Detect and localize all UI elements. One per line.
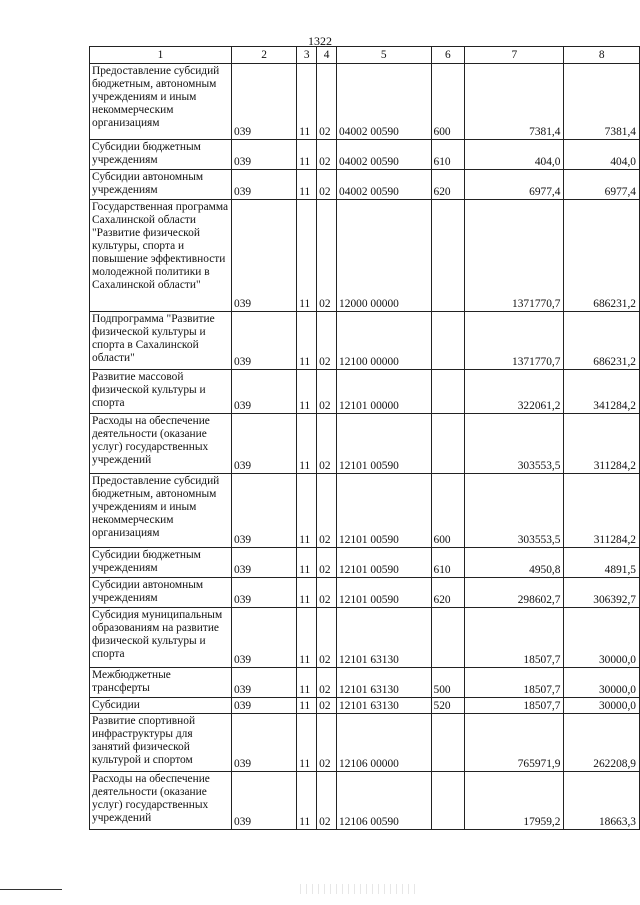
row-article-code: 12101 00590 — [337, 578, 431, 608]
row-section-code: 11 — [297, 370, 317, 414]
row-description: Развитие спортивной инфраструктуры для занятий физической культурой и спортом — [90, 714, 232, 772]
footer-rule — [0, 889, 62, 890]
page-number: 1322 — [308, 34, 332, 48]
column-header: 4 — [317, 47, 337, 64]
row-amount-year-2: 404,0 — [564, 140, 640, 170]
row-subsection-code: 02 — [317, 370, 337, 414]
row-expense-type — [431, 414, 465, 474]
row-amount-year-2: 686231,2 — [564, 312, 640, 370]
row-section-code: 11 — [297, 578, 317, 608]
row-amount-year-1: 303553,5 — [465, 414, 564, 474]
row-article-code: 12000 00000 — [337, 200, 431, 312]
row-article-code: 12101 63130 — [337, 668, 431, 698]
row-amount-year-2: 18663,3 — [564, 772, 640, 830]
table-row — [90, 200, 640, 312]
row-section-code: 11 — [297, 140, 317, 170]
row-section-code: 11 — [297, 170, 317, 200]
column-header: 7 — [465, 47, 564, 64]
row-amount-year-1: 18507,7 — [465, 668, 564, 698]
row-section-code: 11 — [297, 312, 317, 370]
row-expense-type — [431, 200, 465, 312]
row-amount-year-2: 7381,4 — [564, 64, 640, 140]
row-description: Субсидия муниципальным образованиям на развитие физической культуры и спорта — [90, 608, 232, 668]
row-section-code: 11 — [297, 668, 317, 698]
row-article-code: 12101 00590 — [337, 414, 431, 474]
row-expense-type — [431, 370, 465, 414]
table-row — [90, 370, 640, 414]
budget-table — [89, 46, 640, 830]
row-amount-year-1: 322061,2 — [465, 370, 564, 414]
row-expense-type — [431, 312, 465, 370]
column-header: 1 — [90, 47, 232, 64]
row-expense-type: 520 — [431, 698, 465, 714]
row-description: Межбюджетные трансферты — [90, 668, 232, 698]
row-subsection-code: 02 — [317, 474, 337, 548]
row-section-code: 11 — [297, 772, 317, 830]
row-subsection-code: 02 — [317, 200, 337, 312]
row-description: Расходы на обеспечение деятельности (оказание услуг) государственных учреждений — [90, 414, 232, 474]
row-admin-code: 039 — [232, 414, 297, 474]
row-admin-code: 039 — [232, 608, 297, 668]
row-article-code: 12106 00000 — [337, 714, 431, 772]
row-amount-year-2: 6977,4 — [564, 170, 640, 200]
row-admin-code: 039 — [232, 200, 297, 312]
row-expense-type: 600 — [431, 474, 465, 548]
column-header: 8 — [564, 47, 640, 64]
row-amount-year-2: 4891,5 — [564, 548, 640, 578]
table-header-row — [90, 47, 640, 64]
row-amount-year-2: 686231,2 — [564, 200, 640, 312]
table-row — [90, 714, 640, 772]
row-description: Предоставление субсидий бюджетным, автономным учреждениям и иным некоммерческим организациям — [90, 474, 232, 548]
row-subsection-code: 02 — [317, 414, 337, 474]
row-description: Субсидии автономным учреждениям — [90, 170, 232, 200]
row-amount-year-2: 311284,2 — [564, 474, 640, 548]
row-expense-type — [431, 714, 465, 772]
row-amount-year-1: 17959,2 — [465, 772, 564, 830]
row-article-code: 12100 00000 — [337, 312, 431, 370]
row-article-code: 12101 00000 — [337, 370, 431, 414]
row-admin-code: 039 — [232, 140, 297, 170]
row-amount-year-1: 404,0 — [465, 140, 564, 170]
row-admin-code: 039 — [232, 370, 297, 414]
row-amount-year-2: 30000,0 — [564, 608, 640, 668]
row-subsection-code: 02 — [317, 578, 337, 608]
table-row — [90, 474, 640, 548]
row-subsection-code: 02 — [317, 772, 337, 830]
row-section-code: 11 — [297, 548, 317, 578]
table-body — [90, 47, 640, 830]
row-amount-year-1: 7381,4 — [465, 64, 564, 140]
row-amount-year-2: 341284,2 — [564, 370, 640, 414]
row-subsection-code: 02 — [317, 170, 337, 200]
row-description: Субсидии бюджетным учреждениям — [90, 140, 232, 170]
row-amount-year-1: 4950,8 — [465, 548, 564, 578]
column-header: 3 — [297, 47, 317, 64]
row-amount-year-1: 765971,9 — [465, 714, 564, 772]
column-header: 2 — [232, 47, 297, 64]
row-expense-type: 500 — [431, 668, 465, 698]
row-admin-code: 039 — [232, 548, 297, 578]
row-article-code: 12101 63130 — [337, 608, 431, 668]
row-description: Субсидии бюджетным учреждениям — [90, 548, 232, 578]
row-admin-code: 039 — [232, 714, 297, 772]
table-row — [90, 64, 640, 140]
table-row — [90, 548, 640, 578]
row-expense-type: 610 — [431, 140, 465, 170]
table-row — [90, 608, 640, 668]
row-expense-type: 620 — [431, 578, 465, 608]
row-description: Государственная программа Сахалинской области "Развитие физической культуры, спорта и повышение эффективности молодежной политики в Сахалинской области" — [90, 200, 232, 312]
row-description: Развитие массовой физической культуры и спорта — [90, 370, 232, 414]
table-row — [90, 170, 640, 200]
row-admin-code: 039 — [232, 312, 297, 370]
row-expense-type: 600 — [431, 64, 465, 140]
column-header: 6 — [431, 47, 465, 64]
column-header: 5 — [337, 47, 431, 64]
row-expense-type — [431, 772, 465, 830]
row-admin-code: 039 — [232, 578, 297, 608]
row-subsection-code: 02 — [317, 608, 337, 668]
row-section-code: 11 — [297, 64, 317, 140]
row-amount-year-1: 303553,5 — [465, 474, 564, 548]
row-amount-year-1: 1371770,7 — [465, 200, 564, 312]
row-subsection-code: 02 — [317, 714, 337, 772]
row-amount-year-1: 1371770,7 — [465, 312, 564, 370]
row-admin-code: 039 — [232, 698, 297, 714]
row-subsection-code: 02 — [317, 312, 337, 370]
row-description: Субсидии — [90, 698, 232, 714]
row-amount-year-2: 262208,9 — [564, 714, 640, 772]
row-admin-code: 039 — [232, 64, 297, 140]
row-article-code: 12101 00590 — [337, 474, 431, 548]
row-amount-year-2: 311284,2 — [564, 414, 640, 474]
row-section-code: 11 — [297, 608, 317, 668]
row-subsection-code: 02 — [317, 698, 337, 714]
row-amount-year-1: 18507,7 — [465, 608, 564, 668]
row-section-code: 11 — [297, 474, 317, 548]
row-article-code: 04002 00590 — [337, 64, 431, 140]
row-article-code: 12101 00590 — [337, 548, 431, 578]
row-description: Субсидии автономным учреждениям — [90, 578, 232, 608]
row-subsection-code: 02 — [317, 668, 337, 698]
row-admin-code: 039 — [232, 474, 297, 548]
row-amount-year-2: 30000,0 — [564, 668, 640, 698]
row-section-code: 11 — [297, 714, 317, 772]
row-amount-year-1: 6977,4 — [465, 170, 564, 200]
table-row — [90, 312, 640, 370]
row-admin-code: 039 — [232, 170, 297, 200]
row-subsection-code: 02 — [317, 140, 337, 170]
row-admin-code: 039 — [232, 668, 297, 698]
table-row — [90, 698, 640, 714]
row-expense-type: 620 — [431, 170, 465, 200]
row-section-code: 11 — [297, 200, 317, 312]
row-description: Предоставление субсидий бюджетным, автономным учреждениям и иным некоммерческим организациям — [90, 64, 232, 140]
row-description: Расходы на обеспечение деятельности (оказание услуг) государственных учреждений — [90, 772, 232, 830]
row-expense-type: 610 — [431, 548, 465, 578]
row-description: Подпрограмма "Развитие физической культуры и спорта в Сахалинской области" — [90, 312, 232, 370]
row-amount-year-2: 30000,0 — [564, 698, 640, 714]
row-admin-code: 039 — [232, 772, 297, 830]
table-row — [90, 578, 640, 608]
row-amount-year-1: 298602,7 — [465, 578, 564, 608]
table-row — [90, 668, 640, 698]
row-section-code: 11 — [297, 698, 317, 714]
row-expense-type — [431, 608, 465, 668]
row-amount-year-1: 18507,7 — [465, 698, 564, 714]
scan-artifact — [300, 884, 420, 894]
row-article-code: 04002 00590 — [337, 170, 431, 200]
row-article-code: 12101 63130 — [337, 698, 431, 714]
row-subsection-code: 02 — [317, 64, 337, 140]
row-article-code: 12106 00590 — [337, 772, 431, 830]
table-row — [90, 140, 640, 170]
table-row — [90, 772, 640, 830]
row-section-code: 11 — [297, 414, 317, 474]
row-amount-year-2: 306392,7 — [564, 578, 640, 608]
row-article-code: 04002 00590 — [337, 140, 431, 170]
row-subsection-code: 02 — [317, 548, 337, 578]
table-row — [90, 414, 640, 474]
